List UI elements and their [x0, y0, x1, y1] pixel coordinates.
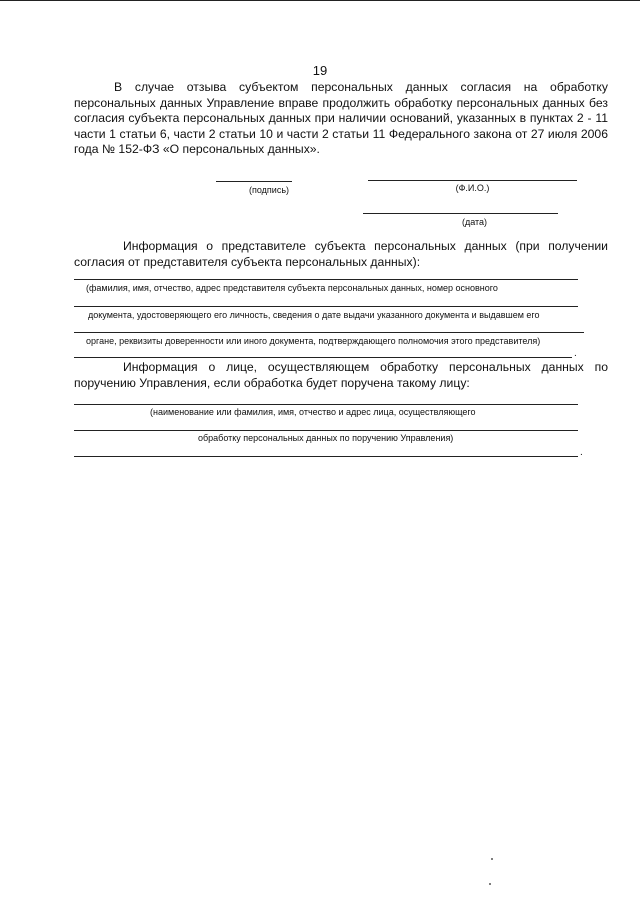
signature-line[interactable]: [216, 181, 292, 182]
representative-line-1[interactable]: [74, 279, 578, 280]
operator-end-mark: .: [580, 447, 583, 458]
representative-line-2[interactable]: [74, 306, 578, 307]
representative-line-4[interactable]: [74, 357, 572, 358]
operator-line-2[interactable]: [74, 430, 578, 431]
date-line[interactable]: [363, 213, 558, 214]
operator-line-1[interactable]: [74, 404, 578, 405]
date-caption: (дата): [461, 217, 488, 227]
representative-caption-2: документа, удостоверяющего его личность, сведения о дате выдачи указанного документа и выдавшем его: [88, 310, 540, 320]
operator-heading: Информация о лице, осуществляющем обработку персональных данных по поручению Управления, если обработка будет поручена такому лицу:: [74, 360, 608, 390]
representative-end-mark: .: [574, 348, 577, 359]
full-name-caption: (Ф.И.О.): [455, 183, 490, 193]
representative-line-3[interactable]: [74, 332, 584, 333]
full-name-line[interactable]: [368, 180, 577, 181]
page-number: 19: [312, 63, 328, 78]
scan-speck: [491, 858, 493, 860]
operator-caption-2: обработку персональных данных по поручению Управления): [198, 433, 454, 443]
operator-caption-1: (наименование или фамилия, имя, отчество и адрес лица, осуществляющего: [150, 407, 476, 417]
representative-heading: Информация о представителе субъекта персональных данных (при получении согласия от представителя субъекта персональных данных):: [74, 239, 608, 269]
operator-line-3[interactable]: [74, 456, 578, 457]
consent-revocation-paragraph: В случае отзыва субъектом персональных данных согласия на обработку персональных данных Управление вправе продолжить обработку персональных данных без согласия субъекта персональных данных при наличии оснований, указанных в пунктах 2 - 11 части 1 статьи 6, части 2 статьи 10 и части 2 статьи 11 Федерального закона от 27 июля 2006 года № 152-ФЗ «О персональных данных».: [74, 80, 608, 156]
representative-caption-3: органе, реквизиты доверенности или иного документа, подтверждающего полномочия этого представителя): [86, 336, 541, 346]
representative-caption-1: (фамилия, имя, отчество, адрес представителя субъекта персональных данных, номер основного: [86, 283, 498, 293]
page-top-edge: [0, 0, 640, 1]
signature-caption: (подпись): [248, 185, 290, 195]
scan-speck: [489, 883, 491, 885]
